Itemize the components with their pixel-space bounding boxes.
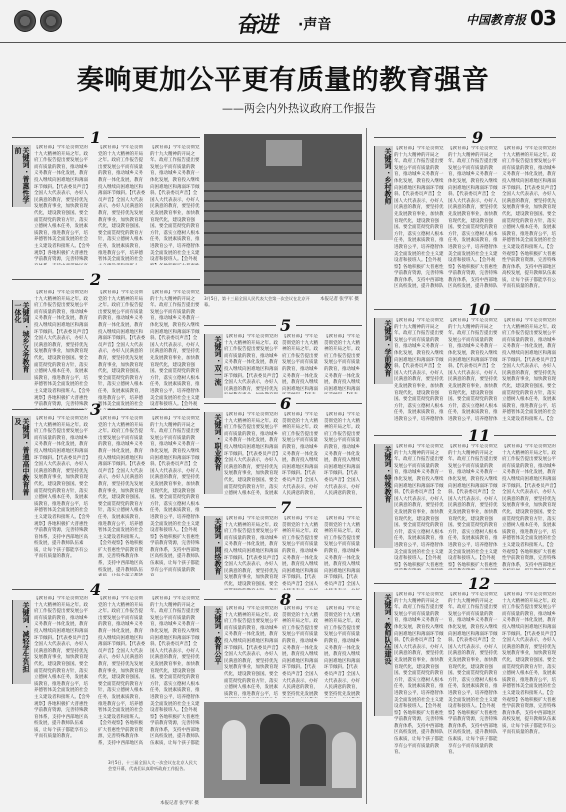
article-text: 【教育部】今年是贯彻党的十九大精神的开局之年。政府工作报告提出要发展公平而有质量的教育，推动城乡义务教育一体化发展，教育投入继续向困难地区和薄弱环节倾斜。【代表委员声音】全国人大代表表示，办好人民满意的教育，要坚持优先发展教育事业，加快教育现代化，建设教育强国。要全面贯彻党的教育方针，落实立德树人根本任务，发展素质教育，推进教育公平，培养德智体美全面发展的社会主义建设者和接班人。【会外观察】各地积极扩大普惠性学前教育资源，完善特殊教 [34,145,91,263]
article-text: 【教育部】今年是贯彻党的十九大精神的开局之年。政府工作报告提出要发展公平而有质量的教育，推动城乡义务教育一体化发展，教育投入继续向困难地区和薄弱环节倾斜。【代表委员声音】全国人大代表表示，办好人民满意的教育，要坚持优先发展教育事业，加快教育现代化，建设教育强国。要全面贯彻党的教育方针，落实立德树人根本任务，发展素质教育，推进教育公平，培养德智体美全面发展的社会主义建设者和接班人。【会外观察】各地积极扩大普惠性学前教育资源，完善特殊教育体系，支持中西部地区高校发展，提升教师队伍素质，让每个孩子都能享有公平而有质量的教育。 [34,596,91,740]
article-text: 【教育部】今年是贯彻党的十九大精神的开局之年。政府工作报告提出要发展公平而有质量的教育，推动城乡义务教育一体化发展，教育投入继续向困难地区和薄弱环节倾斜。【代表委员声音】全国人大代表表示，办好人民满意的教育，要坚持优先发展教育事业，加快教育现代化，建设教育强国。要全面贯彻党的教育方针，落实立德树人根本任务，发展素质教育，推进教育公平，培养德智体美全面发展的社会主义建设者和接班人。【会外观察】各地积极扩大普惠性学前教育资源，完善特殊教育体系，支持中西部地区高校发展，提升教师队伍素质，让每个孩子都能享有公平而有质量的教育。 [502,146,556,290]
divider [108,279,200,280]
paper-name: 中国教育报 [466,13,527,27]
national-emblem-icon [14,10,36,32]
section-tag: 关键词 · 普通高中教育普及 [12,416,31,500]
section-number: 9 [472,128,484,147]
section-number: 4 [90,580,102,599]
article-text: 【教育部】今年是贯彻党的十九大精神的开局之年。政府工作报告提出要发展公平而有质量的教育，推动城乡义务教育一体化发展，教育投入继续向困难地区和薄弱环节倾斜。【代表委员声音】全国人大代表表示，办好人民满意的教育，要坚持优先发展教育事业，加快教育现代化，建设教育强国。要全面贯彻党的教育方针，落实立德树人根本任务，发展素质教育，推进教育公平，培养德智体美全面发展的社会主义建设者和接班人。【会外观察】各地积极扩大普惠性学前教育资源，完善特殊教育体系，支持中西部地区高校发展，提升教师队伍素质，让每个孩子都能享有公平而有质量的教育。 [448,592,498,756]
section-tag: 关键词 · 减轻学生负担 [12,600,31,684]
section-tag: 关键词 · 双一流 [204,334,223,398]
column-rule [366,128,367,804]
divider [204,507,276,508]
section-tag: 关键词 · 学前教育 [374,318,393,384]
section-tag: 关键词 · 乡村教师 [374,146,393,240]
divider [296,599,362,600]
divider [296,403,362,404]
divider [204,403,276,404]
article-text: 【教育部】今年是贯彻党的十九大精神的开局之年。政府工作报告提出要发展公平而有质量的教育，推动城乡义务教育一体化发展，教育投入继续向困难地区和薄弱环节倾斜。【代表委员声音】全国人大代表表示，办好人民满意的教育，要坚持优先发展教育事业，加快教育现代化，建设教育强国。要全面贯彻党的教育方针，落实立德树人根本任务，发展素质教育，推进教育公平，培养德智体美全面发展的社会主义建设者和接班人。【会外观 [150,145,200,263]
section-number: 10 [468,300,491,319]
article-text: 【教育部】今年是贯彻党的十九大精神的开局之年。政府工作报告提出要发展公平而有质量的教育，推动城乡义务教育一体化发展，教育投入继续向困难地区和薄弱环节倾斜。【代表委员声音】全国人大代表表示，办好人民满意的教育，要坚持优先发展教育事业，加快教育现代化，建设教育强国。要全面贯彻党的教育方针，落实立德树人根本任务，发展素质教育，推进教育公平，培养德智体美全面发展的社会主义建设者和接班人。【会外观察】各地积极扩大普惠性学前教育资源，完善特殊教 [34,290,91,408]
article-text: 【教育部】今年是贯彻党的十九大精神的开局之年。政府工作报告提出要发展公平而有质量的教育，推动城乡义务教育一体化发展，教育投入继续向困难地区和薄弱环节倾斜。【代表委员声音】全国人大代表表示，办好人民满意的教育， [282,412,318,496]
article-text: 【教育部】今年是贯彻党的十九大精神的开局之年。政府工作报告提出要发展公平而有质量的教育，推动城乡义务教育一体化发展，教育投入继续向困难地区和薄弱环节倾斜。【代表委员声音】全国人大代表表示，办好人民满意的教育，要坚持优先发展教育事业，加快教育现代化，建设教育强国。要全面贯彻党的教育方针，落实立德树人根本任务，发展素 [224,412,278,496]
article-text: 【教育部】今年是贯彻党的十九大精神的开局之年。政府工作报告提出要发展公平而有质量的教育，推动城乡义务教育一体化发展，教育投入继续向困难地区和薄弱环节倾斜。【代表委员声音】全国人大代表表示，办好人民满意的教育，要坚持优先 [224,334,278,392]
page-title: 奏响更加公平更有质量的教育强音 [76,65,490,96]
article-text: 【教育部】今年是贯彻党的十九大精神的开局之年。政府工作报告提出要发展公平而有质量的教育，推动城乡义务教育一体化发展，教育投入继续向困难地区和薄弱环节倾斜。【代表委员声音】全国人大代表表示，办好人民满意的教育，要坚持优先发展教育事业，加快教育现代化，建设教育强国。要全面贯彻党的教育方针，落实立德树人根本任务，发展素质教育，推进教育公平，培养德智体美全面发展的社会主义建设者和接班人。【会外观察】各地积极扩大普惠性学前教育资源，完善特殊教育体系，支持中西部地区高校发展，提升教师队 [394,146,444,290]
section-number: 5 [280,316,292,335]
article-text: 【教育部】今年是贯彻党的十九大精神的开局之年。政府工作报告提出要发展公平而有质量的教育，推动城乡义务教育一体化发展，教育投入继续向困难地区和薄弱环节倾斜。【代表委员声音】全国人大代表表示，办好人民满意的教育，要坚持优先发展教育事业，加快教育现代化，建设教育强国。要全面贯彻党的教育方针，落实立德树人根本任务，发展素质教育，推进教育公平，培 [224,606,278,697]
divider [374,137,466,138]
divider [296,507,362,508]
article-text: 【教育部】今年是贯彻党的十九大精神的开局之年。政府工作报告提出要发展公平而有质量的教育，推动城乡义务教育一体化发展，教育投入继续向困难地区和薄弱环节倾斜。【代表委员声音】全国人大代表表示，办好人民满意的教育，要坚持优先发展教育事业，加快教育现代化，建设教育强国。要全面贯彻党的教育方针，落实立德树人根本任务，发展素质教育，推进教育公平，培养德智体 [448,318,498,422]
article-text: 【教育部】今年是贯彻党的十九大精神的开局之年。政府工作报告提出要发展公平而有质量的教育，推动城乡义务教育一体化发展，教育投入继续向困难地区和薄弱环节倾斜。【代表委员声音】全国人大代表表示，办好人民满意的教育，要坚持优先发展教育事业，加快教育现代化，建设教育强国。要全面贯彻党的教育方针，落实立德树人根本任务，发展素质教育，推进教育公平，培养德智体美全面发展的社会主义建设者和接班人。【会外观察】各地积极扩大普惠性学前教育资源，完善特殊教育体系，支持中西部地区高校发展，提升教师队伍素质，让每个孩子都能 [150,596,200,746]
article-text: 【教育部】今年是贯彻党的十九大精神的开局之年。政府工作报告提出要发展公平而有质量的教育，推动城乡义务教育一体化发展，教育投入继续向困难地区和薄弱环节倾斜。【代表委员声音】全国人大代表表示，办好人民满意的教育，要坚持优先发展教 [282,606,318,697]
divider [204,325,276,326]
divider [108,409,200,410]
article-text: 【教育部】今年是贯彻党的十九大精神的开局之年。政府工作报告提出要发展公平而有质量的教育，推动城乡义务教育一体化发展，教育投入继续向困难地区和薄弱环节倾斜。【代表委员声音】全国人大代表表示，办好人民满意的教育，要坚持优先发展教育事业，加快教育现代化，建设教育强国。要全面贯彻党的教育方针，落实立德树人根本任务，发展素质教育，推进教育公平，培养德智体美全面发展的社会主义建设者和接班人。【会 [502,318,556,422]
divider [490,137,556,138]
article-text: 【教育部】今年是贯彻党的十九大精神的开局之年。政府工作报告提出要发展公平而有质量的教育，推动城乡义务教育一体化发展，教育投入继续向困难地区和薄弱环节倾斜。【代表委员声音】全国人大代表表示，办好人民满意的教育，要坚持优先发展教育事业，加快教育现代化，建设教育强国。要全面贯彻党的教育方针，落实立德树人根本任务，发展素质教育，推进教育公平，培养德智体美全面发展的社会主义建设者和接班人。【会外观察】各地积极扩大普惠性学前教育资源，完善特殊教育体系，支持中西部地区高校发展，提升教师队伍素质，让每个孩子都能享有公平而有质量的教育。 [502,592,556,736]
article-text: 【教育部】今年是贯彻党的十九大精神的开局之年。政府工作报告提出要发展公平而有质量的教育，推动城乡义务教育一体化发展，教育投入继续向困难地区和薄弱环节倾斜。【代表委员声音】全国人大代表表示，办好人民满意的教育，要坚持优先发展教育事业，加快教育现代化，建设教育强国。要全 [224,516,278,587]
section-number: 8 [280,590,292,609]
article-text: 【教育部】今年是贯彻党的十九大精神的开局之年。政府工作报告提出要发展公平而有质量的教育，推动城乡义务教育一体化发展，教育投入继续向困难地区和薄弱环节倾斜。【代表委员声音】全国人大代表表示，办好人民满意的教育，要坚持优先发展教育事业，加快教育现代化，建设教育强国。要全面贯彻党的教育方针，落实立德树人根本任务，发展素质教育，推进教育公平，培养德智体美全面发展的社会主义建设者和接班人。【会外观察】各地积极扩大普惠性学前教育资源，完善特殊教育体系，支持中西部地区 [502,444,556,568]
section-tag: 关键词 · 职业教育 [204,412,223,494]
divider [374,583,462,584]
article-text: 【教育部】今年是贯彻党的十九大精神的开局之年。政府工作报告提出要发展公平而有质量的教育，推动城乡义务教育一体化发展，教育投入继续向困难地区和薄弱 [282,334,318,392]
masthead [0,0,566,43]
section-tag: 关键词 · 教育公平 [204,606,223,670]
article-text: 【教育部】今年是贯彻党的十九大精神的开局之年。政府工作报告提出要发展公平而有质量的教育，推动城乡义务教育一体化发展，教育投入继续向困难地区和薄弱 [324,334,360,392]
article-text: 【教育部】今年是贯彻党的十九大精神的开局之年。政府工作报告提出要发展公平而有质量的教育，推动城乡义务教育一体化发展，教育投入继续向困难地区和薄弱环节倾斜。【代表委员声音】全国人大代表表示，办好人民满意的教育，要坚持优先发展教育事业，加快教育现代化，建设教育强国。要全面贯彻党的教育方针，落实立德树人根本任务，发展素质教育，推进教育公平，培养德智体美全面发展的社会主义建设者和接班人。【会外观察】各地积极扩大普惠性学前教育资源，完善特殊教育体系，支持中西部地区高 [98,596,146,746]
photo-credit: 本报记者 张学军 摄 [160,801,199,806]
divider [12,137,84,138]
divider [374,435,462,436]
article-text: 【教育部】今年是贯彻党的十九大精神的开局之年。政府工作报告提出要发展公平而有质量的教育，推动城乡义务教育一体化发展，教育投入继续向困难地区和薄弱环节倾斜。【代表委员声音】全国人大代表表示，办好人民满意的教育，要坚持优先发展教育事业，加快教育现代化，建设教育强国。要全面贯彻党的教育方针，落实立德树人根本任务，发展素质教育，推进教育公平，培养德智体美全面发展的社会 [98,145,146,263]
article-text: 【教育部】今年是贯彻党的十九大精神的开局之年。政府工作报告提出要发展公平而有质量的教育，推动城乡义务教育一体化发展，教育投入继续向困难地区和薄弱环节倾斜。【代表委员声音】全国人大代表表示，办好人民满意的教育，要坚持优先发展教育事业，加快教育现代化，建设教育强国。要全面贯彻党的教育方针，落实立德树人根本任务，发展素质教育，推进教育公平，培养德智体美全面发展的社会主义建设者和接班人。【会外观察】各地积极扩大普惠性学前教育资源，完善特殊教育体系，支持中西部地区高校发展，提升教师队伍素质，让每个孩子都能享有公平而有质量的教育。 [34,416,91,560]
divider [494,435,556,436]
article-text: 【教育部】今年是贯彻党的十九大精神的开局之年。政府工作报告提出要发展公平而有质量的教育，推动城乡义务教育一体化发展，教育投入继续向困难地区和薄弱环节倾斜。【代表委员声音】全国人大代表表示，办好人民满意的教育，要坚持优先发展教育事业，加快教育现代化，建设教育强国。要全面贯彻党的教育方针，落实立德树人根本任务，发展素质教育，推进教育公平，培养德智体美全面发展的社会主义建设者和接班人。【会外观 [150,290,200,408]
section-tag: 关键词 · 特殊教育 [374,444,393,548]
divider [12,589,84,590]
section-brush-title: 奋进 [235,12,281,38]
page-number: 03 [530,6,556,30]
article-text: 【教育部】今年是贯彻党的十九大精神的开局之年。政府工作报告提出要发展公平而有质量的教育，推动城乡义务教育一体化发展，教育投入继续向困难地区和薄弱环节倾斜。【代表委员声音】全国人大代表表示，办好人民满意的教育，要坚持优先发展教育事业，加快教育现代化，建设教育强国。要全面贯彻党的教育方针，落实立德树人根本任务，发展素质教育，推进教育公平，培养德智体美全面发展的社会主义建设者和接班人。【会外观察】各地积极扩大普惠性学前教育资源，完善特殊教育体系，支持中西部地区高校发展，提升教师队伍素质，让每个孩子都能享有公平而有质量的教 [150,416,200,573]
section-number: 2 [90,270,102,289]
divider [12,279,84,280]
section-number: 6 [280,394,292,413]
bottom-photo [204,702,362,798]
photo-caption: 3月5日，第十三届全国人民代表大会第一次会议在北京开幕。 [204,296,310,307]
section-number: 7 [280,498,292,517]
article-text: 【教育部】今年是贯彻党的十九大精神的开局之年。政府工作报告提出要发展公平而有质量的教育，推动城乡义务教育一体化发展，教育投入继续向困难地区和薄弱环节倾斜。【代表委员声音】全国人大代表表示，办好人民满意的教育，要坚持优先发展教育事业，加快教育现代化，建设教育强国。要全面贯彻党的教育方针，落实立德树人根本任务，发展素质教育，推进教育公平，培养德智体美全面发展的社会主义建设者和接班人。【会外观察】各地积极扩大普惠性学前教育资源，完善特殊教育体系，支持中西部地区高校发展，提升教师队伍 [98,416,146,573]
divider [108,137,200,138]
article-text: 【教育部】今年是贯彻党的十九大精神的开局之年。政府工作报告提出要发展公平而有质量的教育，推动城乡义务教育一体化发展，教育投入继续向困难地区和薄弱环节倾斜。【代表委员声音】全国人 [282,516,318,587]
section-number: 1 [90,128,102,147]
article-text: 【教育部】今年是贯彻党的十九大精神的开局之年。政府工作报告提出要发展公平而有质量的教育，推动城乡义务教育一体化发展，教育投入继续向困难地区和薄弱环节倾斜。【代表委员声音】全国人大代表表示，办好人民满意的教育，要坚持优先发展教育事业，加快教育现代化，建设教育强国。要全面贯彻党的教育方针，落实立德树人根本任务，发展素质教育，推进教育公平，培养德智体美全面发展的社会主义建设者和接班人。【会外观察】各地积极扩大普惠性 [448,444,498,568]
photo-credit: 本报记者 张学军 摄 [320,297,359,302]
article-text: 【教育部】今年是贯彻党的十九大精神的开局之年。政府工作报告提出要发展公平而有质量的教育，推动城乡义务教育一体化发展，教育投入继续向困难地区和薄弱环节倾斜。【代表委员声音】全国人大代表表示，办好人民满意的教育，要坚持优先发展教育事业，加快教育现代化，建设教育强国。要全面贯彻党的教育方针，落实立德树人根本任务，发展素质教育，推进教育公平，培养德智体美全面发展的社会主义建设者和接班人。【会外观察】各地积极扩大普惠性 [394,444,444,568]
divider [494,309,556,310]
article-text: 【教育部】今年是贯彻党的十九大精神的开局之年。政府工作报告提出要发展公平而有质量的教育，推动城乡义务教育一体化发展，教育投入继续向困难地区和薄弱环节倾斜。【代表委员声音】全国人大代表表示，办好人民满意的教育，要坚持优先发展教育事业，加快教育现代化，建设教育强国。要全面贯彻党的教育方针，落实立德树人根本任务，发展素质教育，推进教育公平，培养德智体美全面发展的社会 [98,290,146,408]
article-text: 【教育部】今年是贯彻党的十九大精神的开局之年。政府工作报告提出要发展公平而有质量的教育，推动城乡义务教育一体化发展，教育投入继续向困难地区和薄弱环节倾斜。【代表委员声音】全国人大代表表示，办好人民满意的教育，要坚持优先发展教 [324,606,360,697]
divider [296,325,362,326]
section-tag: 关键词 · 普惠性学前 [12,145,31,207]
divider [108,589,200,590]
photo-caption: 3月5日，十三届全国人大一次会议在北京人民大会堂开幕，代表们认真聆听政府工作报告。 [108,760,198,771]
top-photo [204,134,362,294]
divider [204,599,276,600]
party-emblem-icon [40,10,62,32]
article-text: 【教育部】今年是贯彻党的十九大精神的开局之年。政府工作报告提出要发展公平而有质量的教育，推动城乡义务教育一体化发展，教育投入继续向困难地区和薄弱环节倾斜。【代表委员声音】全国人 [324,516,360,587]
section-name: ·声音 [298,17,332,33]
article-text: 【教育部】今年是贯彻党的十九大精神的开局之年。政府工作报告提出要发展公平而有质量的教育，推动城乡义务教育一体化发展，教育投入继续向困难地区和薄弱环节倾斜。【代表委员声音】全国人大代表表示，办好人民满意的教育，要坚持优先发展教育事业，加快教育现代化，建设教育强国。要全面贯彻党的教育方针，落实立德树人根本任务，发展素质教育，推进教育公平，培养德智体美全面发展的社会主义建设者和接班人。【会外观察】各地积极扩大普惠性学前教育资源，完善特殊教育体系，支持中西部地区高校发展，提升教师队 [448,146,498,290]
section-tag: 关键词 · 城乡义务教育一体化 [12,300,31,380]
section-tag: 关键词 · 网络教育 [204,516,223,580]
divider [12,409,84,410]
section-number: 11 [468,426,491,445]
page-subtitle: ——两会内外热议政府工作报告 [222,102,376,115]
article-text: 【教育部】今年是贯彻党的十九大精神的开局之年。政府工作报告提出要发展公平而有质量的教育，推动城乡义务教育一体化发展，教育投入继续向困难地区和薄弱环节倾斜。【代表委员声音】全国人大代表表示，办好人民满意的教育， [324,412,360,496]
section-number: 12 [468,574,491,593]
divider [494,583,556,584]
section-tag: 关键词 · 教师队伍建设 [374,592,393,716]
article-text: 【教育部】今年是贯彻党的十九大精神的开局之年。政府工作报告提出要发展公平而有质量的教育，推动城乡义务教育一体化发展，教育投入继续向困难地区和薄弱环节倾斜。【代表委员声音】全国人大代表表示，办好人民满意的教育，要坚持优先发展教育事业，加快教育现代化，建设教育强国。要全面贯彻党的教育方针，落实立德树人根本任务，发展素质教育，推进教育公平，培养德智体 [394,318,444,422]
emblems [14,10,62,32]
article-text: 【教育部】今年是贯彻党的十九大精神的开局之年。政府工作报告提出要发展公平而有质量的教育，推动城乡义务教育一体化发展，教育投入继续向困难地区和薄弱环节倾斜。【代表委员声音】全国人大代表表示，办好人民满意的教育，要坚持优先发展教育事业，加快教育现代化，建设教育强国。要全面贯彻党的教育方针，落实立德树人根本任务，发展素质教育，推进教育公平，培养德智体美全面发展的社会主义建设者和接班人。【会外观察】各地积极扩大普惠性学前教育资源，完善特殊教育体系，支持中西部地区高校发展，提升教师队伍素质，让每个孩子都能享有公平而有质量的教育。 [394,592,444,756]
section-number: 3 [90,400,102,419]
divider [374,309,462,310]
